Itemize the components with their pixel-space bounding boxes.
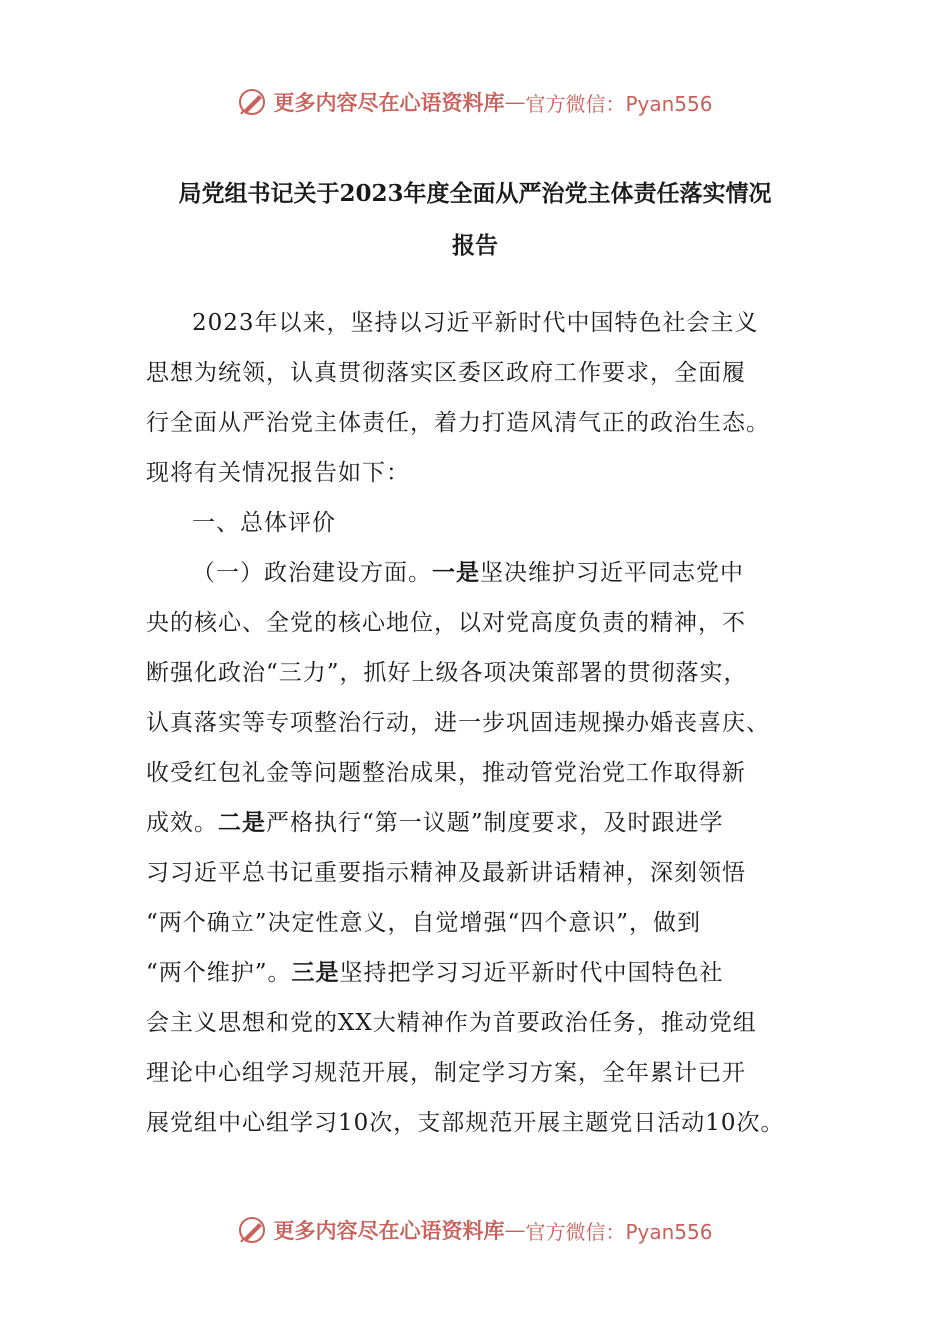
- banner-brand-text: 更多内容尽在心语资料库: [273, 90, 505, 115]
- pen-logo-icon: [237, 1215, 267, 1245]
- para1-l6-bold: 二是: [218, 809, 266, 836]
- para1-line-5: 收受红包礼金等问题整治成果，推动管党治党工作取得新: [146, 760, 746, 786]
- document-title-line2: 报告: [452, 232, 498, 259]
- intro-line-2: 思想为统领，认真贯彻落实区委区政府工作要求，全面履: [146, 360, 746, 386]
- document-body: [146, 298, 806, 1148]
- para1-line-7: 习习近平总书记重要指示精神及最新讲话精神，深刻领悟: [146, 860, 746, 886]
- intro-paragraph: [146, 298, 806, 498]
- para1-line-11: 理论中心组学习规范开展，制定学习方案，全年累计已开: [146, 1060, 746, 1086]
- watermark-banner-bottom: [0, 1210, 950, 1250]
- intro-line-3: 行全面从严治党主体责任，着力打造风清气正的政治生态。: [146, 410, 770, 436]
- para1-line-9: [146, 948, 806, 998]
- para1-line-1: [146, 548, 806, 598]
- para1-l1-pre: （一）政治建设方面。: [192, 560, 432, 586]
- banner-contact-text: 官方微信：Pyan556: [525, 1219, 713, 1244]
- para1-l9-post: 坚持把学习习近平新时代中国特色社: [339, 960, 724, 986]
- para1-l9-bold: 三是: [291, 959, 340, 986]
- para1-line-12: 展党组中心组学习10次，支部规范开展主题党日活动10次。: [146, 1110, 785, 1136]
- watermark-banner-top: [0, 82, 950, 122]
- para1-line-3: 断强化政治“三力”，抓好上级各项决策部署的贯彻落实，: [146, 660, 748, 686]
- banner-contact-text: 官方微信：Pyan556: [525, 91, 713, 116]
- para1-l1-post: 坚决维护习近平同志党中: [480, 560, 744, 586]
- section-heading: [146, 498, 806, 548]
- para1-l6-pre: 成效。: [146, 810, 218, 836]
- para1-l6-post: 严格执行“第一议题”制度要求，及时跟进学: [266, 810, 724, 836]
- para1-line-2: 央的核心、全党的核心地位，以对党高度负责的精神，不: [146, 610, 746, 636]
- banner-brand-text: 更多内容尽在心语资料库: [273, 1218, 505, 1243]
- section1-heading: 一、总体评价: [192, 510, 336, 536]
- banner-dash: —: [504, 90, 526, 114]
- pen-logo-icon: [237, 87, 267, 117]
- para1-line-10: 会主义思想和党的XX大精神作为首要政治任务，推动党组: [146, 1010, 757, 1036]
- para1-line-4: 认真落实等专项整治行动，进一步巩固违规操办婚丧喜庆、: [146, 710, 770, 736]
- para1-l9-pre: “两个维护”。: [146, 960, 292, 986]
- para1-line-8: “两个确立”决定性意义，自觉增强“四个意识”，做到: [146, 910, 702, 936]
- para1-l1-bold: 一是: [432, 559, 480, 586]
- document-title-line1: 局党组书记关于2023年度全面从严治党主体责任落实情况: [178, 180, 772, 207]
- intro-line-1: 2023年以来，坚持以习近平新时代中国特色社会主义: [192, 310, 759, 336]
- banner-dash: —: [504, 1218, 526, 1242]
- para1-line-6: [146, 798, 806, 848]
- political-construction-paragraph: [146, 548, 806, 1148]
- intro-line-4: 现将有关情况报告如下：: [146, 460, 410, 486]
